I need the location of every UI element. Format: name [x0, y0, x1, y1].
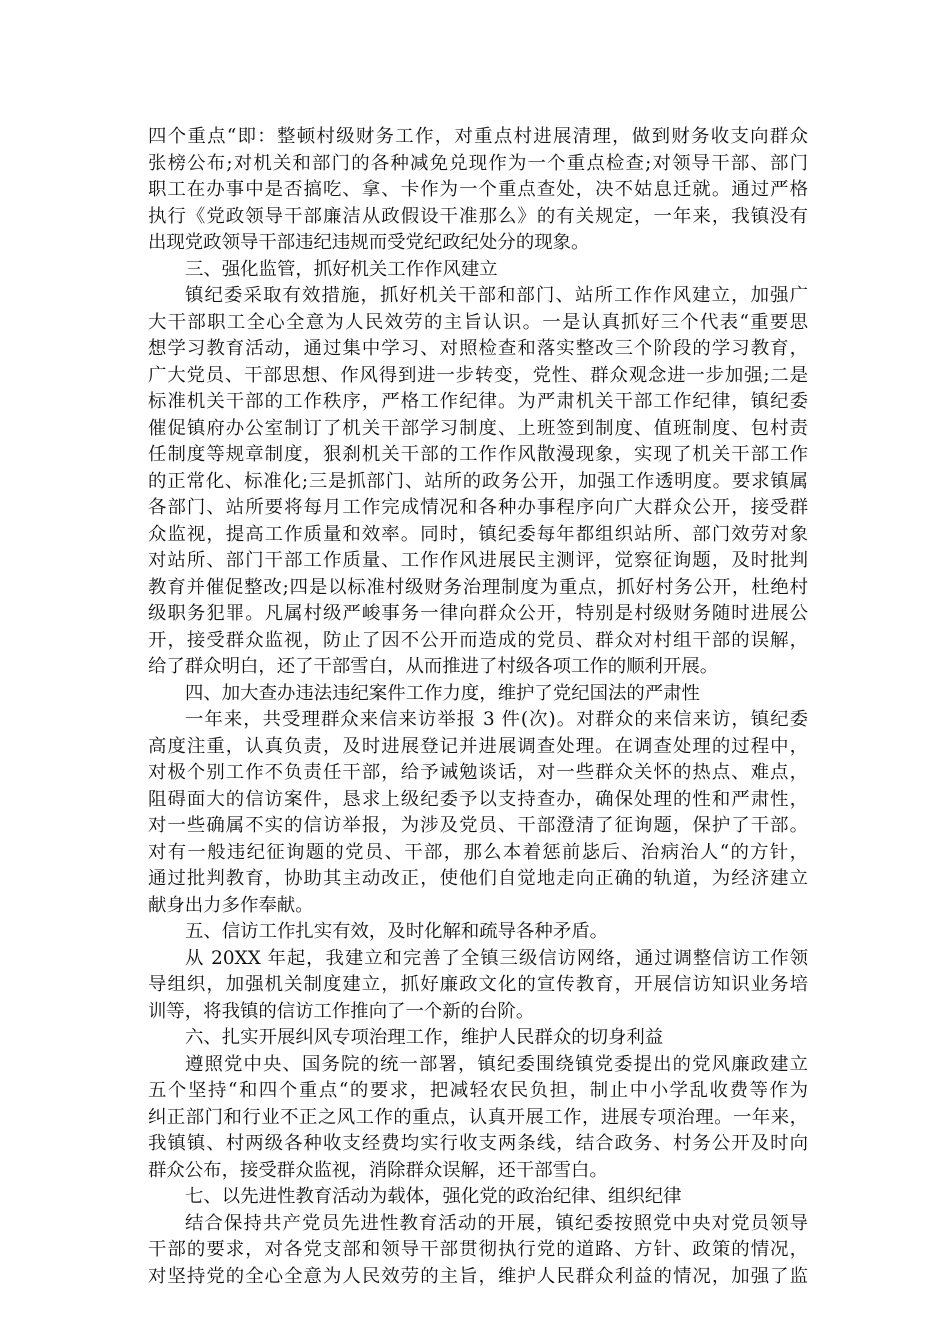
document-line: 结合保持共产党员先进性教育活动的开展，镇纪委按照党中央对党员领导 — [185, 1212, 808, 1234]
document-line: 大干部职工全心全意为人民效劳的主旨认识。一是认真抓好三个代表“重要思 — [148, 311, 808, 333]
document-line: 纠正部门和行业不正之风工作的重点，认真开展工作，进展专项治理。一年来， — [148, 1106, 808, 1128]
document-line: 四、加大查办违法违纪案件工作力度，维护了党纪国法的严肃性 — [185, 682, 700, 704]
document-line: 四个重点“即：整顿村级财务工作，对重点村进展清理，做到财务收支向群众 — [148, 126, 808, 147]
document-line: 高度注重，认真负责，及时进展登记并进展调查处理。在调查处理的过程中， — [148, 735, 808, 757]
document-line: 各部门、站所要将每月工作完成情况和各种办事程序向广大群众公开，接受群 — [148, 497, 808, 518]
document-line: 对极个别工作不负责任干部，给予诫勉谈话，对一些群众关怀的热点、难点， — [148, 762, 808, 783]
document-line: 对站所、部门干部工作质量、工作作风进展民主测评，觉察征询题，及时批判 — [148, 550, 808, 571]
document-line: 广大党员、干部思想、作风得到进一步转变，党性、群众观念进一步加强;二是 — [148, 364, 808, 386]
document-line: 导组织，加强机关制度建立，抓好廉政文化的宣传教育，开展信访知识业务培 — [148, 974, 808, 995]
document-line: 开，接受群众监视，防止了因不公开而造成的党员、群众对村组干部的误解， — [148, 629, 808, 651]
document-line: 想学习教育活动，通过集中学习、对照检查和落实整改三个阶段的学习教育， — [148, 338, 808, 359]
document-line: 教育并催促整改;四是以标准村级财务治理制度为重点，抓好村务公开，杜绝村 — [148, 576, 808, 598]
document-line: 张榜公布;对机关和部门的各种减免兑现作为一个重点检查;对领导干部、部门 — [148, 152, 808, 174]
document-line: 对一些确属不实的信访举报，为涉及党员、干部澄清了征询题，保护了干部。 — [148, 815, 808, 836]
document-line: 出现党政领导干部违纪违规而受党纪政纪处分的现象。 — [148, 232, 590, 253]
document-line: 献身出力多作奉献。 — [148, 894, 314, 916]
document-line: 对坚持党的全心全意为人民效劳的主旨，维护人民群众利益的情况，加强了监 — [148, 1265, 808, 1287]
document-line: 三、强化监管，抓好机关工作作风建立 — [185, 258, 498, 280]
document-body — [148, 124, 808, 1290]
document-line: 标准机关干部的工作秩序，严格工作纪律。为严肃机关干部工作纪律，镇纪委 — [148, 391, 808, 412]
document-line: 职工在办事中是否搞吃、拿、卡作为一个重点查处，决不姑息迁就。通过严格 — [148, 179, 808, 200]
document-line: 五个坚持“和四个重点“的要求，把减轻农民负担，制止中小学乱收费等作为 — [148, 1080, 808, 1101]
document-line: 的正常化、标准化;三是抓部门、站所的政务公开，加强工作透明度。要求镇属 — [148, 470, 808, 492]
document-line: 镇纪委采取有效措施，抓好机关干部和部门、站所工作作风建立，加强广 — [185, 285, 808, 306]
document-line: 一年来，共受理群众来信来访举报 3 件(次)。对群众的来信来访，镇纪委 — [185, 709, 808, 730]
document-line: 众监视，提高工作质量和效率。同时，镇纪委每年都组织站所、部门效劳对象 — [148, 523, 808, 545]
document-line: 级职务犯罪。凡属村级严峻事务一律向群众公开，特别是村级财务随时进展公 — [148, 603, 808, 624]
document-line: 六、扎实开展纠风专项治理工作，维护人民群众的切身利益 — [185, 1027, 664, 1048]
document-line: 给了群众明白，还了干部雪白，从而推进了村级各项工作的顺利开展。 — [148, 656, 719, 677]
document-line: 训等，将我镇的信访工作推向了一个新的台阶。 — [148, 1000, 535, 1022]
document-line: 催促镇府办公室制订了机关干部学习制度、上班签到制度、值班制度、包村责 — [148, 417, 808, 439]
document-line: 遵照党中央、国务院的统一部署，镇纪委围绕镇党委提出的党风廉政建立 — [185, 1053, 808, 1075]
document-line: 七、以先进性教育活动为载体，强化党的政治纪律、组织纪律 — [185, 1186, 682, 1207]
document-line: 我镇镇、村两级各种收支经费均实行收支两条线，结合政务、村务公开及时向 — [148, 1133, 808, 1154]
document-line: 群众公布，接受群众监视，消除群众误解，还干部雪白。 — [148, 1159, 608, 1181]
document-line: 干部的要求，对各党支部和领导干部贯彻执行党的道路、方针、政策的情况， — [148, 1239, 808, 1260]
document-line: 通过批判教育，协助其主动改正，使他们自觉地走向正确的轨道，为经济建立 — [148, 868, 808, 889]
document-line: 执行《党政领导干部廉洁从政假设干准那么》的有关规定，一年来，我镇没有 — [148, 205, 808, 227]
document-line: 五、信访工作扎实有效，及时化解和疏导各种矛盾。 — [185, 921, 608, 942]
document-line: 从 20XX 年起，我建立和完善了全镇三级信访网络，通过调整信访工作领 — [185, 947, 808, 969]
document-line: 阻碍面大的信访案件，恳求上级纪委予以支持查办，确保处理的性和严肃性， — [148, 788, 808, 810]
document-line: 对有一般违纪征询题的党员、干部，那么本着惩前毖后、治病治人“的方针， — [148, 841, 808, 863]
document-line: 任制度等规章制度，狠刹机关干部的工作作风散漫现象，实现了机关干部工作 — [148, 444, 808, 465]
